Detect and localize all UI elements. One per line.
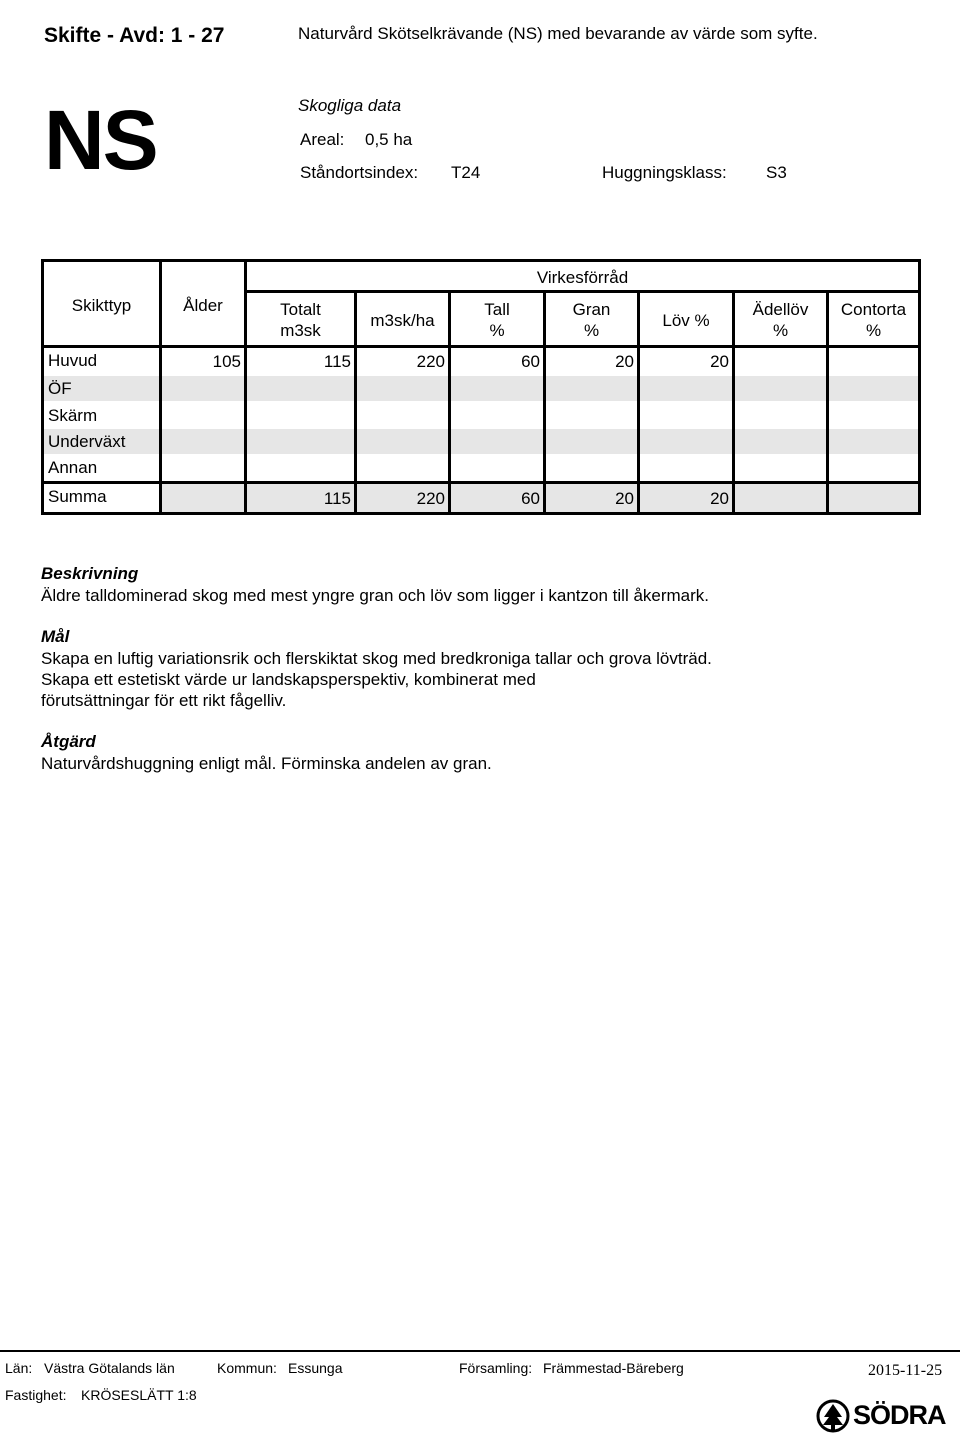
header-tall: Tall %: [484, 300, 510, 340]
cell-huvud-alder: 105: [212, 352, 241, 371]
cell-huvud-m3skha: 220: [416, 352, 445, 371]
kommun-label: Kommun:: [217, 1360, 277, 1376]
header-virkesforrad: Virkesförråd: [536, 268, 629, 287]
purpose-text: Naturvård Skötselkrävande (NS) med bevarande av värde som syfte.: [298, 24, 818, 43]
virkes-divider: [244, 290, 918, 293]
stand-table: [41, 259, 921, 515]
huggning-label: Huggningsklass:: [602, 163, 727, 182]
sodra-emblem-icon: [815, 1398, 851, 1434]
fastighet-label: Fastighet:: [5, 1387, 67, 1403]
header-skikttyp: Skikttyp: [71, 296, 132, 315]
fastighet-value: KRÖSESLÄTT 1:8: [81, 1387, 197, 1403]
forsamling-value: Främmestad-Bäreberg: [543, 1360, 684, 1376]
forsamling-label: Församling:: [459, 1360, 533, 1376]
row-label-skarm: Skärm: [48, 406, 98, 425]
standort-value: T24: [451, 163, 481, 182]
header-contorta: Contorta %: [840, 300, 907, 340]
cell-summa-m3skha: 220: [416, 489, 445, 508]
report-date: 2015-11-25: [868, 1362, 943, 1379]
atgard-text: Naturvårdshuggning enligt mål. Förminska andelen av gran.: [41, 754, 492, 773]
lan-label: Län:: [5, 1360, 33, 1376]
beskrivning-heading: Beskrivning: [41, 564, 139, 583]
mal-text: Skapa en luftig variationsrik och flerskiktat skog med bredkroniga tallar och grova lövträd. Skapa ett estetiskt värde ur landskapsperspektiv, kombinerat med förutsättningar för ett rikt fågelliv.: [41, 649, 712, 710]
cell-summa-tall: 60: [521, 489, 540, 508]
row-label-summa: Summa: [48, 487, 107, 506]
row-label-annan: Annan: [48, 458, 98, 477]
skogliga-heading: Skogliga data: [298, 96, 402, 115]
cell-summa-totalt: 115: [323, 489, 351, 508]
row-label-undervaxt: Underväxt: [48, 432, 126, 451]
huggning-value: S3: [766, 163, 787, 182]
standort-label: Ståndortsindex:: [300, 163, 419, 182]
row-label-huvud: Huvud: [48, 351, 98, 370]
cell-huvud-totalt: 115: [323, 352, 351, 371]
treatment-code: NS: [44, 93, 157, 187]
areal-value: 0,5 ha: [365, 130, 413, 149]
header-lov: Löv %: [662, 311, 710, 330]
row-band-summa: [162, 484, 918, 512]
header-divider: [44, 345, 918, 348]
header-alder: Ålder: [183, 296, 223, 315]
header-gran: Gran %: [572, 300, 611, 340]
cell-huvud-tall: 60: [521, 352, 540, 371]
mal-heading: Mål: [41, 627, 70, 646]
cell-huvud-gran: 20: [615, 352, 634, 371]
header-m3skha: m3sk/ha: [370, 311, 435, 330]
row-label-of: ÖF: [48, 379, 72, 398]
atgard-heading: Åtgärd: [41, 732, 96, 751]
areal-label: Areal:: [300, 130, 345, 149]
cell-huvud-lov: 20: [710, 352, 729, 371]
beskrivning-text: Äldre talldominerad skog med mest yngre gran och löv som ligger i kantzon till åkermark.: [41, 586, 710, 605]
header-totalt: Totalt m3sk: [280, 300, 321, 340]
sodra-logo-text: SÖDRA: [853, 1400, 946, 1430]
summa-divider: [44, 481, 918, 484]
row-band-undervaxt: [44, 429, 918, 454]
header-adellov: Ädellöv %: [752, 300, 809, 340]
lan-value: Västra Götalands län: [44, 1360, 175, 1376]
footer-divider: [0, 1350, 960, 1352]
cell-summa-gran: 20: [615, 489, 634, 508]
row-band-of: [44, 376, 918, 401]
page-title: Skifte - Avd: 1 - 27: [44, 24, 225, 47]
kommun-value: Essunga: [288, 1360, 343, 1376]
cell-summa-lov: 20: [710, 489, 729, 508]
